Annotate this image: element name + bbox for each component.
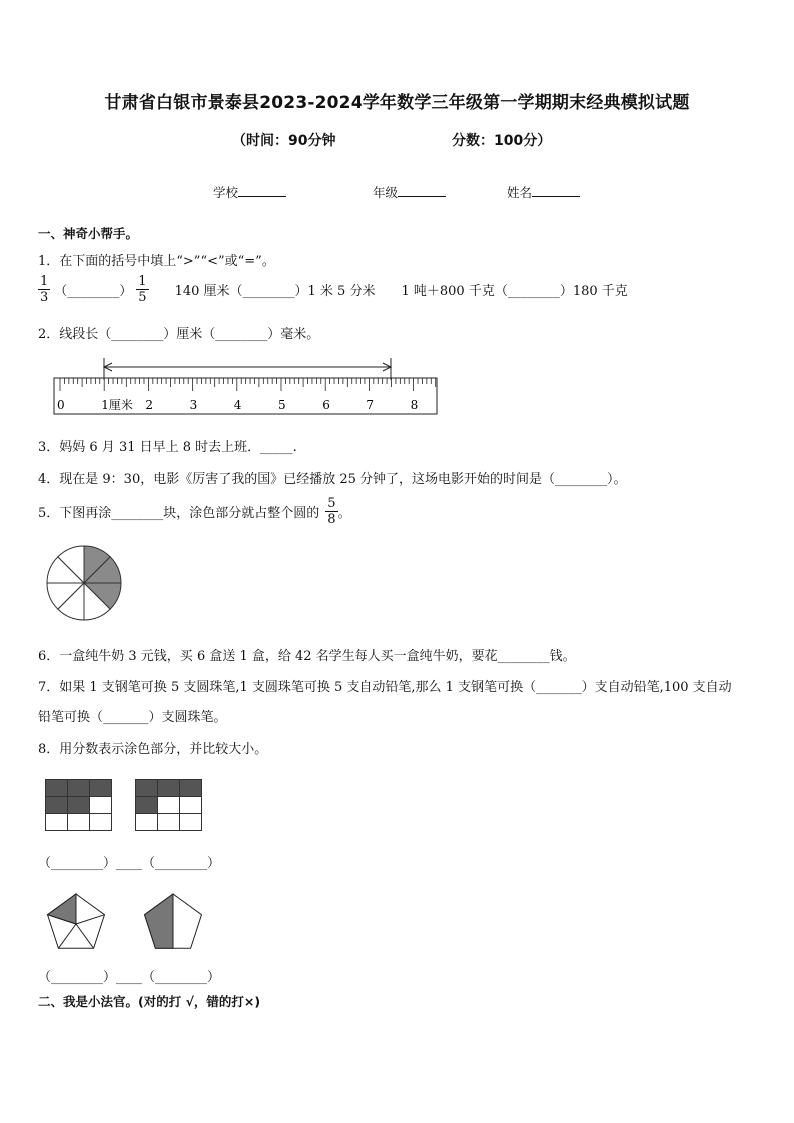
grid-cell: [46, 814, 68, 831]
fraction-denominator: 8: [327, 512, 336, 527]
grade-field: [373, 183, 446, 201]
pentagon-b: [145, 894, 202, 948]
fraction-five-eighths: [325, 496, 337, 527]
question-1-items: [38, 274, 628, 305]
grade-blank[interactable]: [398, 183, 446, 197]
pentagon-figures: [40, 888, 240, 958]
ruler-label: 8: [410, 398, 419, 412]
grid-cell-shaded: [136, 780, 158, 797]
grid-cell-shaded: [158, 780, 180, 797]
grid-cell-shaded: [68, 797, 90, 814]
pie-circle-figure: [40, 542, 130, 632]
ruler: [54, 358, 437, 414]
grid-cell: [180, 814, 202, 831]
question-7-line-2: 铅笔可换（_______）支圆珠笔。: [38, 710, 227, 725]
fraction-denominator: 3: [40, 290, 49, 305]
school-label: 学校: [213, 185, 239, 200]
exam-score: 分数：100分）: [452, 133, 552, 149]
grid-row: [46, 797, 112, 814]
ruler-label: 4: [233, 398, 242, 412]
fraction-one-third: [38, 274, 50, 305]
grid-cell: [90, 797, 112, 814]
question-8-text: 8．用分数表示涂色部分，并比较大小。: [38, 742, 268, 757]
grid-cell-shaded: [90, 780, 112, 797]
name-field: [507, 183, 580, 201]
grid-cell: [68, 814, 90, 831]
compare-answer-row-1[interactable]: （________）____（________）: [38, 856, 221, 871]
ruler-label: 5: [278, 398, 286, 412]
grid-cell: [136, 814, 158, 831]
grid-cell: [158, 797, 180, 814]
ruler-label: 1厘米: [101, 398, 133, 412]
name-blank[interactable]: [532, 183, 580, 197]
grid-row: [46, 814, 112, 831]
grid-cell: [90, 814, 112, 831]
ruler-label: 2: [145, 398, 154, 412]
grid-cell-shaded: [180, 780, 202, 797]
grid-cell-shaded: [136, 797, 158, 814]
grid-row: [46, 780, 112, 797]
page-title: 甘肃省白银市景泰县2023-2024学年数学三年级第一学期期末经典模拟试题: [104, 93, 690, 113]
question-1-item-2: 140 厘米（________）1 米 5 分米: [174, 284, 376, 299]
school-field: [213, 183, 286, 201]
question-7-line-1: 7．如果 1 支钢笔可换 5 支圆珠笔,1 支圆珠笔可换 5 支自动铅笔,那么 1 支钢笔可换（_______）支自动铅笔,100 支自动: [38, 680, 732, 695]
ruler-label: 0: [57, 398, 65, 412]
fraction-one-fifth: [136, 274, 148, 305]
question-4-text: 4．现在是 9：30，电影《厉害了我的国》已经播放 25 分钟了，这场电影开始的时间是（________）。: [38, 472, 627, 487]
grid-cell: [180, 797, 202, 814]
ruler-figure: [0, 350, 794, 430]
exam-time: （时间：90分钟: [232, 133, 336, 149]
ruler-label: 7: [366, 398, 375, 412]
pentagon-b-shaded-half: [145, 894, 174, 948]
pie-circle: [47, 546, 121, 620]
section-2-title: 二、我是小法官。(对的打 √，错的打×): [38, 994, 261, 1009]
question-1-item-3: 1 吨＋800 千克（________）180 千克: [401, 284, 628, 299]
compare-answer-row-2[interactable]: （________）____（________）: [38, 970, 221, 985]
grid-cell-shaded: [46, 780, 68, 797]
grid-row: [136, 780, 202, 797]
pentagon-a: [48, 894, 105, 948]
question-5-text: [38, 496, 351, 527]
grid-row: [136, 814, 202, 831]
answer-blank[interactable]: （________）: [54, 284, 133, 299]
fraction-numerator: 1: [138, 274, 147, 289]
ruler-label: 3: [189, 398, 198, 412]
grid-figure-a: [45, 779, 112, 831]
grid-cell-shaded: [68, 780, 90, 797]
grade-label: 年级: [373, 185, 399, 200]
grid-cell: [158, 814, 180, 831]
fraction-numerator: 5: [327, 496, 336, 511]
question-6-text: 6．一盒纯牛奶 3 元钱，买 6 盒送 1 盒，给 42 名学生每人买一盒纯牛奶，要花________钱。: [38, 649, 576, 664]
question-2-text: 2．线段长（________）厘米（________）毫米。: [38, 327, 320, 342]
question-5-main: 5．下图再涂________块，涂色部分就占整个圆的: [38, 506, 320, 521]
question-3-text: 3．妈妈 6 月 31 日早上 8 时去上班．_____.: [38, 440, 297, 455]
grid-figure-b: [135, 779, 202, 831]
question-5-end: 。: [337, 506, 351, 521]
school-blank[interactable]: [238, 183, 286, 197]
section-1-title: 一、神奇小帮手。: [38, 226, 139, 241]
question-1-text: 1．在下面的括号中填上“>”“<”或“=”。: [38, 254, 275, 269]
ruler-label: 6: [322, 398, 330, 412]
name-label: 姓名: [507, 185, 533, 200]
fraction-denominator: 5: [138, 290, 147, 305]
fraction-numerator: 1: [40, 274, 49, 289]
grid-row: [136, 797, 202, 814]
grid-cell-shaded: [46, 797, 68, 814]
